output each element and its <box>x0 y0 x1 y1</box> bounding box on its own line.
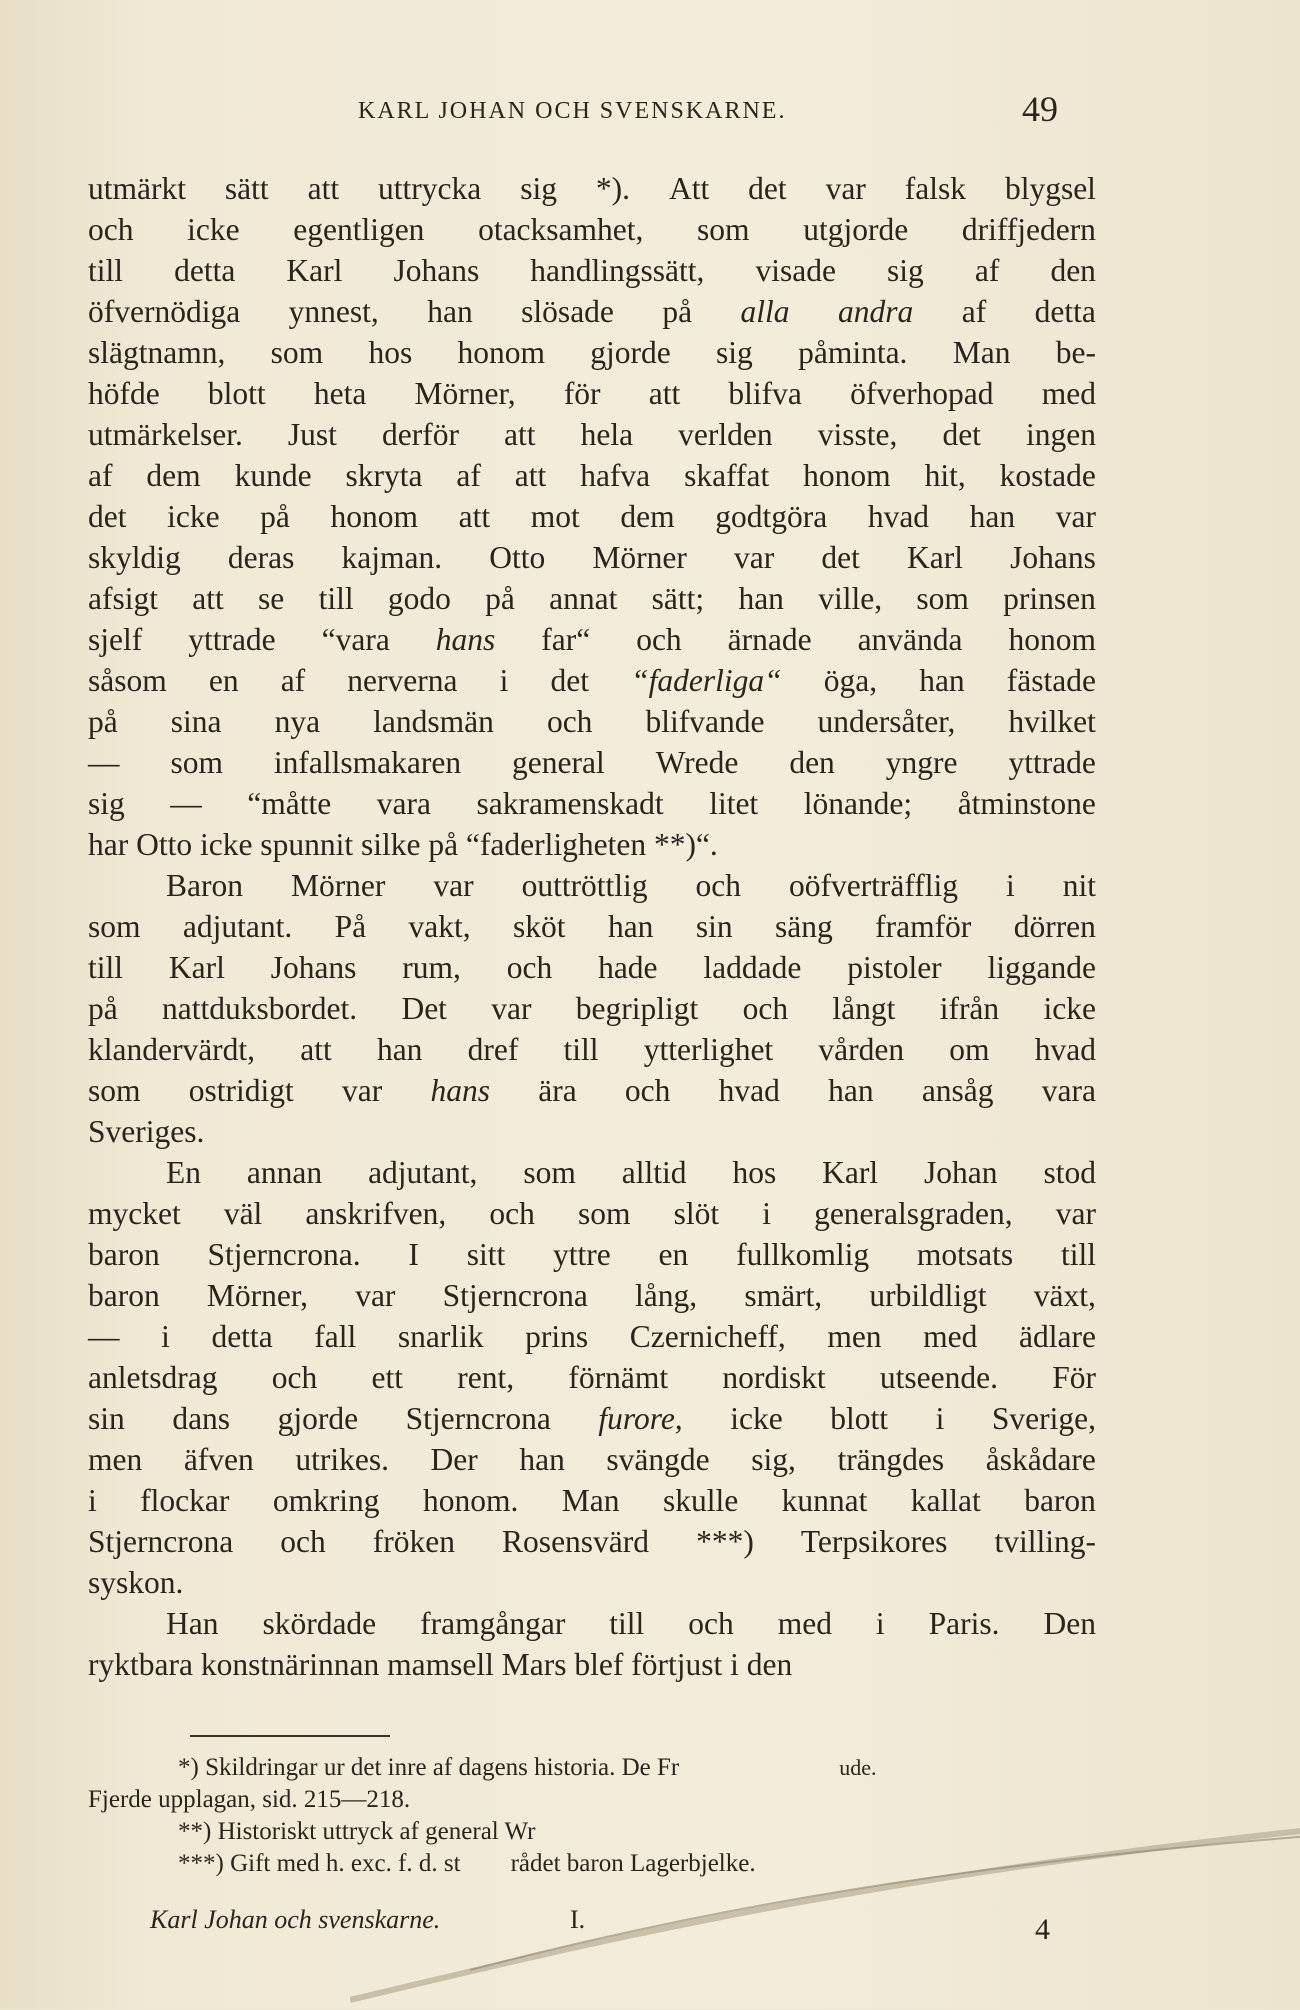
text-line: anletsdrag och ett rent, förnämt nordiskt utseende. För <box>88 1360 1096 1395</box>
footnote-rule <box>190 1735 390 1737</box>
text-line: af dem kunde skryta af att hafva skaffat honom hit, kostade <box>88 458 1096 493</box>
running-title: KARL JOHAN OCH SVENSKARNE. <box>358 98 787 124</box>
signature-title: Karl Johan och svenskarne. <box>150 1905 441 1934</box>
text-line: på sina nya landsmän och blifvande undersåter, hvilket <box>88 704 1096 739</box>
text-line: men äfven utrikes. Der han svängde sig, trängdes åskådare <box>88 1442 1096 1477</box>
text-line: slägtnamn, som hos honom gjorde sig påminta. Man be- <box>88 335 1096 370</box>
text-line: afsigt att se till godo på annat sätt; han ville, som prinsen <box>88 581 1096 616</box>
text-line: sjelf yttrade “vara hans far“ och ärnade använda honom <box>88 622 1096 657</box>
text-line: ryktbara konstnärinnan mamsell Mars blef förtjust i den <box>88 1647 793 1682</box>
text-line: baron Stjerncrona. I sitt yttre en fullkomlig motsats till <box>88 1237 1096 1272</box>
footnote-3: ***) Gift med h. exc. f. d. st rådet baron Lagerbjelke. <box>178 1850 756 1877</box>
text-line: det icke på honom att mot dem godtgöra hvad han var <box>88 499 1096 534</box>
body-text <box>88 168 1096 1685</box>
text-line: öfvernödiga ynnest, han slösade på alla andra af detta <box>88 294 1096 329</box>
text-line: som adjutant. På vakt, sköt han sin säng framför dörren <box>88 909 1096 944</box>
text-line: har Otto icke spunnit silke på “faderligheten **)“. <box>88 827 718 862</box>
text-line: En annan adjutant, som alltid hos Karl Johan stod <box>166 1155 1096 1190</box>
text-line: mycket väl anskrifven, och som slöt i generalsgraden, var <box>88 1196 1096 1231</box>
text-line: Han skördade framgångar till och med i Paris. Den <box>166 1606 1096 1641</box>
text-line: Sveriges. <box>88 1114 205 1149</box>
text-line: på nattduksbordet. Det var begripligt och långt ifrån icke <box>88 991 1096 1026</box>
text-line: Baron Mörner var outtröttlig och oöfverträfflig i nit <box>166 868 1096 903</box>
text-line: utmärkt sätt att uttrycka sig *). Att det var falsk blygsel <box>88 171 1096 206</box>
text-line: och icke egentligen otacksamhet, som utgjorde driffjedern <box>88 212 1096 247</box>
text-line: som ostridigt var hans ära och hvad han ansåg vara <box>88 1073 1096 1108</box>
text-line: till detta Karl Johans handlingssätt, visade sig af den <box>88 253 1096 288</box>
text-line: utmärkelser. Just derför att hela verlden visste, det ingen <box>88 417 1096 452</box>
text-line: Stjerncrona och fröken Rosensvärd ***) Terpsikores tvilling- <box>88 1524 1096 1559</box>
text-line: — som infallsmakaren general Wrede den yngre yttrade <box>88 745 1096 780</box>
signature-volume: I. <box>570 1905 586 1934</box>
text-line: såsom en af nerverna i det “faderliga“ öga, han fästade <box>88 663 1096 698</box>
text-line: — i detta fall snarlik prins Czernicheff, men med ädlare <box>88 1319 1096 1354</box>
footnote-1: *) Skildringar ur det inre af dagens historia. De Fr ude. <box>178 1754 877 1781</box>
sheet-number: 4 <box>1035 1913 1050 1946</box>
sheet-signature <box>150 1905 1050 1945</box>
page-header <box>88 89 1088 138</box>
text-line: höfde blott heta Mörner, för att blifva öfverhopad med <box>88 376 1096 411</box>
text-line: sin dans gjorde Stjerncrona furore, icke blott i Sverige, <box>88 1401 1096 1436</box>
footnote-1-cont: Fjerde upplagan, sid. 215—218. <box>88 1786 411 1813</box>
footnote-2: **) Historiskt uttryck af general Wr <box>178 1818 536 1845</box>
text-line: syskon. <box>88 1565 184 1600</box>
text-line: sig — “måtte vara sakramenskadt litet lönande; åtminstone <box>88 786 1096 821</box>
text-line: till Karl Johans rum, och hade laddade pistoler liggande <box>88 950 1096 985</box>
text-line: klandervärdt, att han dref till ytterlighet vården om hvad <box>88 1032 1096 1067</box>
text-line: baron Mörner, var Stjerncrona lång, smärt, urbildligt växt, <box>88 1278 1096 1313</box>
text-line: i flockar omkring honom. Man skulle kunnat kallat baron <box>88 1483 1096 1518</box>
footnotes <box>88 1752 1088 1880</box>
text-line: skyldig deras kajman. Otto Mörner var det Karl Johans <box>88 540 1096 575</box>
page-number: 49 <box>1022 89 1058 129</box>
